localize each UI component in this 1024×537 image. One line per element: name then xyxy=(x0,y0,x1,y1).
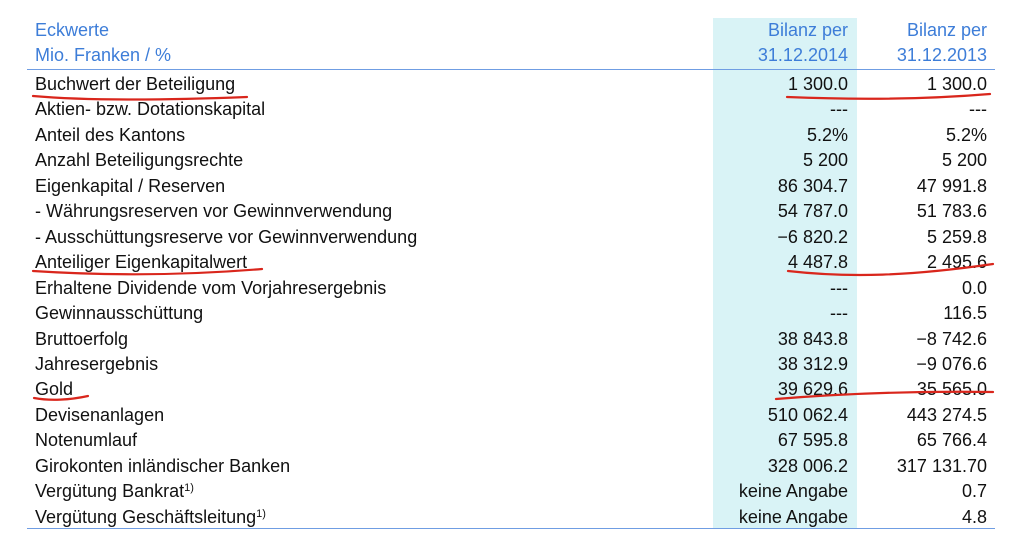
table-row xyxy=(0,148,1024,173)
row-label xyxy=(35,250,247,275)
value-2014: 39 629.6 xyxy=(777,379,848,400)
header-rule xyxy=(27,69,995,70)
table-row xyxy=(0,352,1024,377)
table-row xyxy=(0,301,1024,326)
row-label-text: Vergütung Bankrat xyxy=(35,481,185,502)
row-label-text: Buchwert der Beteiligung xyxy=(35,74,236,94)
row-label xyxy=(35,148,243,173)
row-label-text: Erhaltene Dividende vom Vorjahresergebnis xyxy=(35,277,387,298)
value-2013: 0.7 xyxy=(961,481,987,502)
value-2013: 1 300.0 xyxy=(926,74,987,94)
row-label-text: Aktien- bzw. Dotationskapital xyxy=(35,99,266,120)
table-row xyxy=(0,327,1024,352)
value-2014: --- xyxy=(830,99,848,120)
table-title: Eckwerte xyxy=(35,20,110,40)
row-label xyxy=(35,225,417,250)
value-2014: --- xyxy=(830,303,848,324)
bottom-rule xyxy=(27,528,995,529)
value-2014: 4 487.8 xyxy=(787,252,848,273)
row-label-text: Vergütung Geschäftsleitung xyxy=(35,506,257,527)
row-label-text: Anteiliger Eigenkapitalwert xyxy=(35,252,248,273)
value-2014: 38 312.9 xyxy=(777,353,848,374)
value-2013: --- xyxy=(969,99,987,120)
row-label-text: Anteil des Kantons xyxy=(35,124,186,145)
value-2014: 510 062.4 xyxy=(767,404,848,425)
value-2013: −9 076.6 xyxy=(916,353,987,374)
table-row xyxy=(0,72,1024,97)
value-2013: 0.0 xyxy=(961,277,987,298)
table-row xyxy=(0,225,1024,250)
value-2013: 5 200 xyxy=(941,150,987,171)
table-row xyxy=(0,123,1024,148)
row-label xyxy=(35,454,290,479)
row-label-text: Girokonten inländischer Banken xyxy=(35,455,291,476)
row-label-text: - Währungsreserven vor Gewinnverwendung xyxy=(35,201,393,222)
table-row xyxy=(0,97,1024,122)
row-label xyxy=(35,377,73,402)
row-label xyxy=(35,403,164,428)
table-row xyxy=(0,479,1024,504)
table-row xyxy=(0,428,1024,453)
value-2013: 35 565.0 xyxy=(916,379,987,400)
value-2013: 443 274.5 xyxy=(906,404,987,425)
footnote-marker: 1) xyxy=(184,482,194,495)
row-label xyxy=(35,352,158,377)
column-header-2013-line2: 31.12.2013 xyxy=(896,45,987,65)
value-2014: 54 787.0 xyxy=(777,201,848,222)
row-label xyxy=(35,428,137,453)
value-2014: keine Angabe xyxy=(738,481,848,502)
value-2013: 47 991.8 xyxy=(916,175,987,196)
table-row xyxy=(0,174,1024,199)
table-row xyxy=(0,276,1024,301)
row-label-text: Jahresergebnis xyxy=(35,353,159,374)
value-2014: 86 304.7 xyxy=(777,175,848,196)
value-2014: 5.2% xyxy=(806,124,848,145)
value-2014: 1 300.0 xyxy=(787,74,848,94)
column-header-2014-line1: Bilanz per xyxy=(767,20,848,40)
row-label-text: Notenumlauf xyxy=(35,430,138,451)
row-label xyxy=(35,505,266,530)
footnote-marker: 1) xyxy=(256,507,266,520)
row-label-text: - Ausschüttungsreserve vor Gewinnverwendung xyxy=(35,226,418,247)
row-label xyxy=(35,174,225,199)
row-label-text: Devisenanlagen xyxy=(35,404,165,425)
value-2014: keine Angabe xyxy=(738,506,848,527)
row-label xyxy=(35,327,128,352)
value-2014: 67 595.8 xyxy=(777,430,848,451)
column-header-2013-line1: Bilanz per xyxy=(906,20,987,40)
value-2013: 4.8 xyxy=(961,506,987,527)
unit-label: Mio. Franken / % xyxy=(35,45,172,65)
table-row xyxy=(0,403,1024,428)
table-row xyxy=(0,250,1024,275)
row-label-text: Eigenkapital / Reserven xyxy=(35,175,226,196)
row-label xyxy=(35,72,235,97)
row-label xyxy=(35,479,194,504)
value-2013: −8 742.6 xyxy=(916,328,987,349)
value-2014: --- xyxy=(830,277,848,298)
value-2013: 5.2% xyxy=(945,124,987,145)
value-2013: 317 131.70 xyxy=(896,455,987,476)
column-header-2014-line2: 31.12.2014 xyxy=(757,45,848,65)
value-2013: 5 259.8 xyxy=(926,226,987,247)
row-label xyxy=(35,97,265,122)
row-label xyxy=(35,199,392,224)
row-label xyxy=(35,123,185,148)
value-2013: 2 495.6 xyxy=(926,252,987,273)
value-2014: 5 200 xyxy=(802,150,848,171)
row-label-text: Gold xyxy=(35,379,74,400)
value-2014: −6 820.2 xyxy=(777,226,848,247)
value-2013: 116.5 xyxy=(943,303,987,324)
row-label-text: Bruttoerfolg xyxy=(35,328,129,349)
row-label xyxy=(35,276,386,301)
row-label-text: Anzahl Beteiligungsrechte xyxy=(35,150,244,171)
value-2013: 51 783.6 xyxy=(916,201,987,222)
value-2014: 328 006.2 xyxy=(767,455,848,476)
table-row xyxy=(0,454,1024,479)
row-label-text: Gewinnausschüttung xyxy=(35,303,204,324)
row-label xyxy=(35,301,203,326)
value-2013: 65 766.4 xyxy=(916,430,987,451)
table-row xyxy=(0,505,1024,530)
table-row xyxy=(0,199,1024,224)
table-row xyxy=(0,377,1024,402)
value-2014: 38 843.8 xyxy=(777,328,848,349)
